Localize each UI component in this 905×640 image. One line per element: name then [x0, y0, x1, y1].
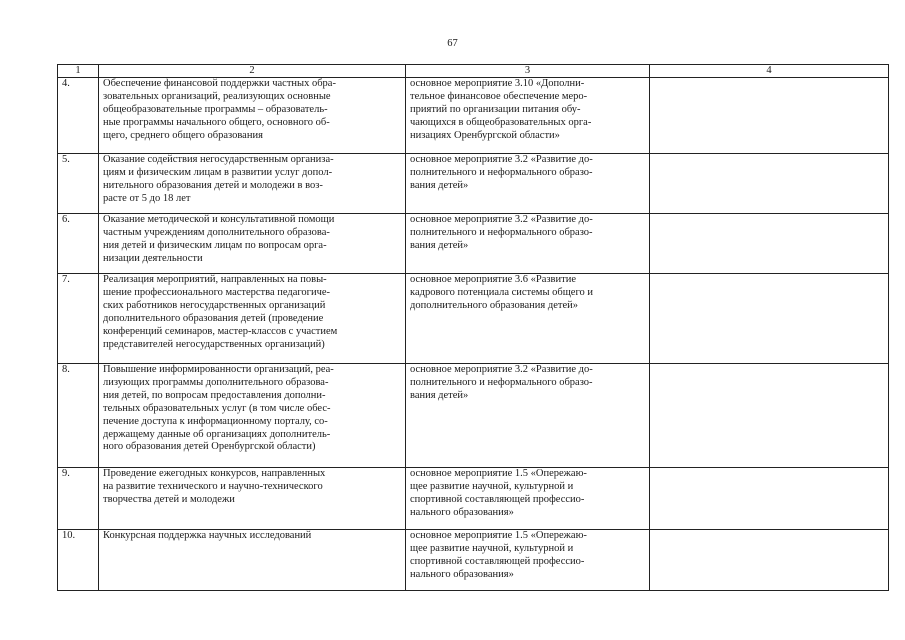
row-measure-text: основное мероприятие 3.2 «Развитие до- полнительного и неформального образо- вания детей» — [410, 154, 593, 191]
table-header-row — [58, 65, 889, 78]
row-measure-text: основное мероприятие 3.2 «Развитие до- полнительного и неформального образо- вания детей» — [410, 214, 593, 251]
table-row — [58, 154, 889, 214]
row-measure — [406, 78, 650, 154]
row-measure — [406, 274, 650, 364]
table-row — [58, 468, 889, 530]
row-measure-text: основное мероприятие 1.5 «Опережаю- щее развитие научной, культурной и спортивной составляющей профессио- нального образования» — [410, 468, 587, 518]
row-description — [99, 78, 406, 154]
table-row — [58, 364, 889, 468]
page-number: 67 — [447, 38, 458, 49]
row-measure-text: основное мероприятие 1.5 «Опережаю- щее развитие научной, культурной и спортивной составляющей профессио- нального образования» — [410, 530, 587, 580]
row-measure-text: основное мероприятие 3.10 «Дополни- тельное финансовое обеспечение меро- приятий по организации питания обу- чающихся в общеобразовательных орга- низациях Оренбургской области» — [410, 78, 592, 141]
row-measure-text: основное мероприятие 3.6 «Развитие кадрового потенциала системы общего и дополнительного образования детей» — [410, 274, 594, 311]
row-number: 6. — [58, 214, 99, 274]
row-description — [99, 154, 406, 214]
row-measure — [406, 214, 650, 274]
row-number: 5. — [58, 154, 99, 214]
row-description-text: Проведение ежегодных конкурсов, направленных на развитие технического и научно-технического творчества детей и молодежи — [103, 468, 326, 505]
row-description — [99, 530, 406, 591]
header-col-2: 2 — [99, 65, 406, 78]
row-description — [99, 468, 406, 530]
row-col4 — [650, 78, 889, 154]
table-row — [58, 530, 889, 591]
row-col4 — [650, 214, 889, 274]
row-measure-text: основное мероприятие 3.2 «Развитие до- полнительного и неформального образо- вания детей» — [410, 364, 593, 401]
row-col4 — [650, 530, 889, 591]
row-measure — [406, 530, 650, 591]
row-measure — [406, 468, 650, 530]
header-col-4: 4 — [650, 65, 889, 78]
row-description-text: Оказание содействия негосударственным организа- циям и физическим лицам в развитии услуг допол- нительного образования детей и молодежи в воз- расте от 5 до 18 лет — [103, 154, 334, 204]
row-description — [99, 274, 406, 364]
table-row — [58, 214, 889, 274]
header-col-1: 1 — [58, 65, 99, 78]
row-col4 — [650, 364, 889, 468]
row-description-text: Конкурсная поддержка научных исследований — [103, 530, 312, 541]
row-measure — [406, 154, 650, 214]
row-description — [99, 214, 406, 274]
row-number: 8. — [58, 364, 99, 468]
row-col4 — [650, 468, 889, 530]
row-number: 10. — [58, 530, 99, 591]
row-description-text: Оказание методической и консультативной помощи частным учреждениям дополнительного образова- ния детей и физическим лицам по вопросам орга- низации деятельности — [103, 214, 335, 264]
row-description-text: Обеспечение финансовой поддержки частных обра- зовательных организаций, реализующих основные общеобразовательные программы – образователь- ные программы начального общего, основного об- щего, среднего общего образования — [103, 78, 336, 141]
row-number: 7. — [58, 274, 99, 364]
row-col4 — [650, 274, 889, 364]
row-measure — [406, 364, 650, 468]
row-number: 4. — [58, 78, 99, 154]
row-description — [99, 364, 406, 468]
measures-table — [57, 64, 889, 591]
table-row — [58, 78, 889, 154]
header-col-3: 3 — [406, 65, 650, 78]
row-col4 — [650, 154, 889, 214]
table-row — [58, 274, 889, 364]
row-number: 9. — [58, 468, 99, 530]
row-description-text: Повышение информированности организаций, реа- лизующих программы дополнительного образова- ния детей, по вопросам предоставления дополни- тельных образовательных услуг (в том числе обес- печение доступа к информационному порталу, со- держащему данные об организациях дополнитель- ного образования детей Оренбургской области) — [103, 364, 334, 453]
row-description-text: Реализация мероприятий, направленных на повы- шение профессионального мастерства педагогиче- ских работников негосударственных организаций дополнительного образования детей (проведение конференций семинаров, мастер-классов с участием представителей негосударственных организаций) — [103, 274, 338, 350]
